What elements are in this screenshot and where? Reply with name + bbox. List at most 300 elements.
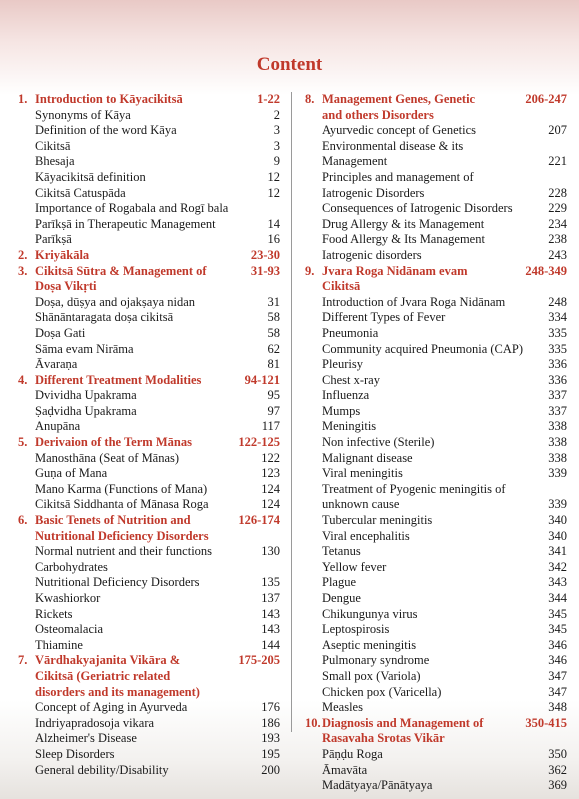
toc-entry[interactable] — [305, 451, 567, 467]
entry-title-line: Āvaraṇa — [35, 357, 78, 372]
toc-entry[interactable] — [305, 388, 567, 404]
entry-page: 336 — [548, 372, 567, 387]
toc-entry[interactable] — [305, 419, 567, 435]
toc-entry[interactable] — [305, 544, 567, 560]
entry-page: 350 — [548, 746, 567, 761]
entry-page: 334 — [548, 310, 567, 325]
toc-section — [18, 248, 280, 264]
toc-section — [18, 264, 280, 373]
entry-page: 342 — [548, 559, 567, 574]
entry-title — [35, 763, 254, 779]
entry-title-line: Treatment of Pyogenic meningitis of — [322, 481, 506, 496]
entry-title-line: Iatrogenic Disorders — [322, 185, 425, 200]
entry-title — [322, 342, 541, 358]
toc-section — [18, 373, 280, 435]
entry-title-line: Measles — [322, 700, 363, 715]
toc-entry[interactable] — [305, 575, 567, 591]
entry-page: 362 — [548, 762, 567, 777]
entry-page: 344 — [548, 591, 567, 605]
entry-title — [322, 373, 541, 389]
section-page-range: 248-349 — [525, 263, 567, 278]
entry-page: 343 — [548, 575, 567, 590]
toc-section — [18, 653, 280, 778]
entry-page: 221 — [548, 154, 567, 169]
entry-page: 347 — [548, 684, 567, 699]
entry-title-line: Āmavāta — [322, 762, 368, 777]
entry-title-line: Tetanus — [322, 544, 361, 559]
entry-page: 346 — [548, 653, 567, 668]
entry-title — [35, 451, 254, 467]
section-title-line: Diagnosis and Management of — [322, 715, 484, 730]
entry-title — [322, 232, 541, 248]
entry-title — [322, 669, 541, 685]
section-title-line: and others Disorders — [322, 107, 434, 122]
entry-page: 207 — [548, 123, 567, 138]
entry-page: 143 — [261, 606, 280, 621]
entry-title — [322, 747, 541, 763]
entry-title-line: Different Types of Fever — [322, 310, 446, 325]
section-title — [35, 264, 247, 295]
section-page-range: 31-93 — [250, 263, 280, 278]
entry-title — [322, 700, 541, 716]
toc-entry[interactable] — [305, 373, 567, 389]
section-heading[interactable] — [18, 513, 280, 544]
toc-entry[interactable] — [18, 638, 280, 654]
toc-entry[interactable] — [305, 763, 567, 779]
section-title-line: Vārdhakyajanita Vikāra & — [35, 653, 181, 668]
entry-title-line: Sāma evam Nirāma — [35, 341, 134, 356]
entry-page: 341 — [548, 544, 567, 559]
toc-entry[interactable] — [305, 139, 567, 170]
toc-section — [305, 92, 567, 264]
entry-page: 345 — [548, 606, 567, 621]
entry-title-line: Plague — [322, 575, 357, 590]
entry-title-line: Malignant disease — [322, 450, 413, 465]
toc-entry[interactable] — [18, 482, 280, 498]
section-heading[interactable] — [18, 248, 280, 264]
section-page-range: 94-121 — [244, 372, 280, 387]
section-number: 2. — [18, 247, 28, 262]
entry-page: 16 — [267, 232, 280, 247]
entry-page: 243 — [548, 247, 567, 262]
entry-title-line: Thiamine — [35, 637, 83, 652]
entry-title — [35, 716, 254, 732]
entry-page: 144 — [261, 637, 280, 652]
section-title — [35, 92, 253, 108]
entry-page: 123 — [261, 466, 280, 481]
entry-title — [322, 638, 541, 654]
section-heading[interactable] — [18, 264, 280, 295]
entry-title — [35, 622, 254, 638]
toc-entry[interactable] — [18, 763, 280, 779]
entry-title — [322, 295, 541, 311]
entry-title-line: Pleurisy — [322, 357, 363, 372]
toc-entry[interactable] — [305, 513, 567, 529]
entry-page: 58 — [267, 325, 280, 340]
toc-entry[interactable] — [18, 123, 280, 139]
toc-entry[interactable] — [305, 591, 567, 607]
entry-page: 338 — [548, 450, 567, 465]
section-title — [35, 373, 241, 389]
entry-title — [322, 466, 541, 482]
entry-page: 335 — [548, 325, 567, 340]
entry-title-line: Meningitis — [322, 419, 377, 434]
entry-page: 248 — [548, 294, 567, 309]
entry-title — [35, 310, 254, 326]
entry-title-line: Kāyacikitsā definition — [35, 169, 146, 184]
entry-title-line: Importance of Rogabala and Rogī bala — [35, 201, 229, 216]
entry-title — [322, 607, 541, 623]
entry-page: 195 — [261, 746, 280, 761]
toc-entry[interactable] — [18, 186, 280, 202]
toc-entry[interactable] — [305, 217, 567, 233]
toc-entry[interactable] — [305, 466, 567, 482]
section-title-line: Basic Tenets of Nutrition and — [35, 513, 191, 528]
toc-left-column — [18, 92, 280, 778]
entry-title-line: Cikitsā — [35, 138, 71, 153]
section-title-line: Doṣa Vikṛti — [35, 279, 97, 294]
entry-title-line: Indriyapradosoja vikara — [35, 715, 155, 730]
section-title — [35, 435, 234, 451]
entry-title — [35, 139, 254, 155]
toc-entry[interactable] — [18, 591, 280, 607]
entry-title-line: Cikitsā Catuspāda — [35, 185, 126, 200]
entry-title-line: Doṣa, dūṣya and ojakṣaya nidan — [35, 294, 196, 309]
toc-entry[interactable] — [305, 669, 567, 685]
entry-title — [35, 466, 254, 482]
section-title-line: Kriyākāla — [35, 247, 90, 262]
entry-page: 348 — [548, 700, 567, 715]
entry-title-line: Mumps — [322, 403, 361, 418]
entry-title — [35, 638, 254, 654]
section-heading[interactable] — [18, 373, 280, 389]
toc-entry[interactable] — [305, 529, 567, 545]
entry-title — [35, 575, 254, 591]
section-title — [322, 716, 521, 747]
entry-title-line: Aseptic meningitis — [322, 637, 417, 652]
entry-page: 124 — [261, 497, 280, 512]
toc-entry[interactable] — [305, 201, 567, 217]
toc-entry[interactable] — [305, 404, 567, 420]
entry-title-line: Concept of Aging in Ayurveda — [35, 700, 188, 715]
entry-title-line: Pāṇḍu Roga — [322, 746, 383, 761]
section-title-line: Rasavaha Srotas Vikār — [322, 731, 445, 746]
section-page-range: 175-205 — [238, 653, 280, 668]
section-title — [35, 653, 234, 700]
toc-section — [18, 92, 280, 248]
toc-entry[interactable] — [18, 326, 280, 342]
entry-title-line: Ṣaḍvidha Upakrama — [35, 403, 137, 418]
toc-entry[interactable] — [305, 778, 567, 794]
section-number: 8. — [305, 92, 315, 106]
entry-page: 81 — [267, 357, 280, 372]
toc-entry[interactable] — [18, 451, 280, 467]
entry-page: 339 — [548, 466, 567, 481]
toc-entry[interactable] — [305, 560, 567, 576]
section-title — [322, 264, 521, 295]
section-number: 9. — [305, 263, 315, 278]
entry-title — [35, 700, 254, 716]
entry-title-line: Cikitsā Siddhanta of Mānasa Roga — [35, 497, 209, 512]
entry-title — [322, 591, 541, 607]
entry-title-line: Nutritional Deficiency Disorders — [35, 575, 200, 590]
toc-entry[interactable] — [18, 404, 280, 420]
entry-title-line: Environmental disease & its — [322, 138, 464, 153]
entry-title — [322, 653, 541, 669]
toc-entry[interactable] — [18, 716, 280, 732]
section-heading[interactable] — [305, 716, 567, 747]
toc-entry[interactable] — [18, 108, 280, 124]
entry-page: 14 — [267, 216, 280, 231]
toc-entry[interactable] — [305, 700, 567, 716]
entry-title-line: Iatrogenic disorders — [322, 247, 422, 262]
entry-page: 340 — [548, 513, 567, 528]
entry-title — [35, 154, 254, 170]
entry-title-line: Synonyms of Kāya — [35, 107, 131, 122]
section-title-line: Cikitsā (Geriatric related — [35, 668, 171, 683]
entry-title-line: Viral meningitis — [322, 466, 403, 481]
entry-page: 135 — [261, 575, 280, 590]
entry-page: 337 — [548, 403, 567, 418]
entry-title — [35, 186, 254, 202]
entry-title — [35, 388, 254, 404]
toc-entry[interactable] — [18, 560, 280, 576]
entry-title-line: Osteomalacia — [35, 622, 104, 637]
toc-entry[interactable] — [18, 700, 280, 716]
entry-title — [35, 295, 254, 311]
entry-title — [322, 201, 541, 217]
section-page-range: 126-174 — [238, 513, 280, 528]
entry-title-line: Tubercular meningitis — [322, 513, 433, 528]
entry-title — [322, 560, 541, 576]
entry-title — [322, 123, 541, 139]
toc-entry[interactable] — [305, 357, 567, 373]
entry-title — [35, 747, 254, 763]
toc-entry[interactable] — [305, 747, 567, 763]
section-title-line: Nutritional Deficiency Disorders — [35, 528, 209, 543]
toc-entry[interactable] — [18, 731, 280, 747]
entry-page: 335 — [548, 341, 567, 356]
entry-title-line: Rickets — [35, 606, 73, 621]
section-title-line: Cikitsā Sūtra & Management of — [35, 263, 207, 278]
entry-title — [322, 326, 541, 342]
entry-page: 338 — [548, 419, 567, 434]
section-number: 3. — [18, 263, 28, 278]
entry-page: 369 — [548, 778, 567, 793]
toc-entry[interactable] — [305, 622, 567, 638]
entry-title — [35, 342, 254, 358]
entry-title — [322, 622, 541, 638]
entry-page: 193 — [261, 731, 280, 746]
toc-entry[interactable] — [18, 201, 280, 232]
entry-page: 234 — [548, 216, 567, 231]
entry-title — [322, 310, 541, 326]
entry-title — [322, 388, 541, 404]
entry-title — [35, 731, 254, 747]
entry-page: 186 — [261, 715, 280, 730]
section-heading[interactable] — [18, 653, 280, 700]
section-number: 7. — [18, 653, 28, 668]
entry-page: 130 — [261, 544, 280, 559]
section-title — [35, 513, 234, 544]
entry-title — [322, 685, 541, 701]
entry-title-line: Guṇa of Mana — [35, 466, 108, 481]
entry-title — [35, 232, 254, 248]
toc-entry[interactable] — [305, 295, 567, 311]
section-page-range: 23-30 — [250, 247, 280, 262]
entry-page: 238 — [548, 232, 567, 247]
entry-title-line: Dengue — [322, 591, 361, 605]
toc-entry[interactable] — [18, 357, 280, 373]
entry-title-line: Chicken pox (Varicella) — [322, 684, 442, 699]
entry-title-line: Definition of the word Kāya — [35, 123, 177, 138]
toc-entry[interactable] — [305, 170, 567, 201]
section-heading[interactable] — [305, 264, 567, 295]
entry-page: 62 — [267, 341, 280, 356]
entry-page: 340 — [548, 528, 567, 543]
toc-entry[interactable] — [18, 170, 280, 186]
entry-title-line: Introduction of Jvara Roga Nidānam — [322, 294, 506, 309]
section-number: 6. — [18, 513, 28, 528]
entry-page: 337 — [548, 388, 567, 403]
entry-page: 122 — [261, 450, 280, 465]
entry-title — [35, 357, 254, 373]
entry-title — [322, 404, 541, 420]
section-page-range: 206-247 — [525, 92, 567, 106]
entry-title — [35, 404, 254, 420]
section-heading[interactable] — [305, 92, 567, 123]
section-title-line: Derivaion of the Term Mānas — [35, 435, 192, 450]
toc-entry[interactable] — [18, 310, 280, 326]
toc-entry[interactable] — [305, 638, 567, 654]
toc-entry[interactable] — [305, 326, 567, 342]
toc-section — [18, 513, 280, 653]
entry-title — [35, 326, 254, 342]
page-title: Content — [256, 54, 323, 75]
entry-title-line: Parīkṣā — [35, 232, 72, 247]
section-page-range: 1-22 — [257, 92, 280, 106]
toc-entry[interactable] — [305, 232, 567, 248]
entry-title — [322, 139, 541, 170]
entry-page: 338 — [548, 435, 567, 450]
section-page-range: 122-125 — [238, 435, 280, 450]
toc-entry[interactable] — [18, 622, 280, 638]
section-page-range: 350-415 — [525, 715, 567, 730]
section-title-line: Different Treatment Modalities — [35, 372, 202, 387]
entry-page: 346 — [548, 637, 567, 652]
entry-title-line: Shānāntaragata doṣa cikitsā — [35, 310, 174, 325]
section-title-line: disorders and its management) — [35, 684, 200, 699]
entry-title — [322, 575, 541, 591]
toc-entry[interactable] — [18, 139, 280, 155]
entry-page: 124 — [261, 481, 280, 496]
entry-title-line: Food Allergy & Its Management — [322, 232, 485, 247]
toc-entry[interactable] — [18, 419, 280, 435]
section-title — [322, 92, 521, 123]
toc-entry[interactable] — [305, 435, 567, 451]
toc-entry[interactable] — [305, 685, 567, 701]
entry-page: 345 — [548, 622, 567, 637]
toc-entry[interactable] — [18, 747, 280, 763]
toc-entry[interactable] — [305, 123, 567, 139]
toc-entry[interactable] — [18, 607, 280, 623]
entry-title-line: Anupāna — [35, 419, 81, 434]
toc-entry[interactable] — [305, 482, 567, 513]
toc-entry[interactable] — [18, 497, 280, 513]
toc-entry[interactable] — [18, 388, 280, 404]
entry-title-line: Madātyaya/Pānātyaya — [322, 778, 433, 793]
entry-title-line: Principles and management of — [322, 169, 474, 184]
entry-title-line: Chikungunya virus — [322, 606, 418, 621]
section-number: 10. — [305, 715, 321, 730]
entry-page: 9 — [273, 154, 280, 169]
entry-page: 97 — [267, 403, 280, 418]
toc-entry[interactable] — [305, 342, 567, 358]
toc-entry[interactable] — [305, 653, 567, 669]
entry-page: 228 — [548, 185, 567, 200]
entry-title — [322, 763, 541, 779]
entry-page: 176 — [261, 700, 280, 715]
toc-entry[interactable] — [18, 544, 280, 560]
section-title-line: Jvara Roga Nidānam evam — [322, 263, 468, 278]
entry-title — [322, 482, 541, 513]
entry-page: 229 — [548, 201, 567, 216]
entry-title — [35, 591, 254, 607]
toc-entry[interactable] — [305, 607, 567, 623]
entry-title-line: Viral encephalitis — [322, 528, 410, 543]
section-number: 5. — [18, 435, 28, 450]
entry-page: 12 — [267, 185, 280, 200]
section-heading[interactable] — [18, 435, 280, 451]
entry-title — [322, 419, 541, 435]
entry-title-line: Small pox (Variola) — [322, 668, 421, 683]
entry-title-line: Yellow fever — [322, 559, 387, 574]
entry-title — [322, 451, 541, 467]
toc-entry[interactable] — [18, 295, 280, 311]
toc-entry[interactable] — [305, 248, 567, 264]
toc-entry[interactable] — [18, 575, 280, 591]
toc-entry[interactable] — [18, 154, 280, 170]
section-heading[interactable] — [18, 92, 280, 108]
entry-title — [35, 108, 254, 124]
entry-title — [35, 123, 254, 139]
entry-title — [35, 497, 254, 513]
entry-title-line: Management — [322, 154, 388, 169]
entry-page: 347 — [548, 668, 567, 683]
toc-entry[interactable] — [305, 310, 567, 326]
toc-entry[interactable] — [18, 232, 280, 248]
entry-title-line: Carbohydrates — [35, 559, 108, 574]
entry-title — [322, 435, 541, 451]
section-title-line: Introduction to Kāyacikitsā — [35, 92, 183, 106]
toc-entry[interactable] — [18, 342, 280, 358]
entry-title-line: Leptospirosis — [322, 622, 390, 637]
entry-title — [35, 170, 254, 186]
entry-title-line: Kwashiorkor — [35, 591, 101, 605]
entry-page: 3 — [273, 123, 280, 138]
entry-title-line: Non infective (Sterile) — [322, 435, 435, 450]
entry-title-line: Parīkṣā in Therapeutic Management — [35, 216, 216, 231]
section-title-line: Cikitsā — [322, 279, 361, 294]
entry-title — [322, 529, 541, 545]
entry-page: 339 — [548, 497, 567, 512]
entry-page: 200 — [261, 762, 280, 777]
entry-title — [35, 482, 254, 498]
entry-title-line: unknown cause — [322, 497, 400, 512]
column-divider — [291, 92, 292, 732]
toc-entry[interactable] — [18, 466, 280, 482]
entry-page: 3 — [273, 138, 280, 153]
